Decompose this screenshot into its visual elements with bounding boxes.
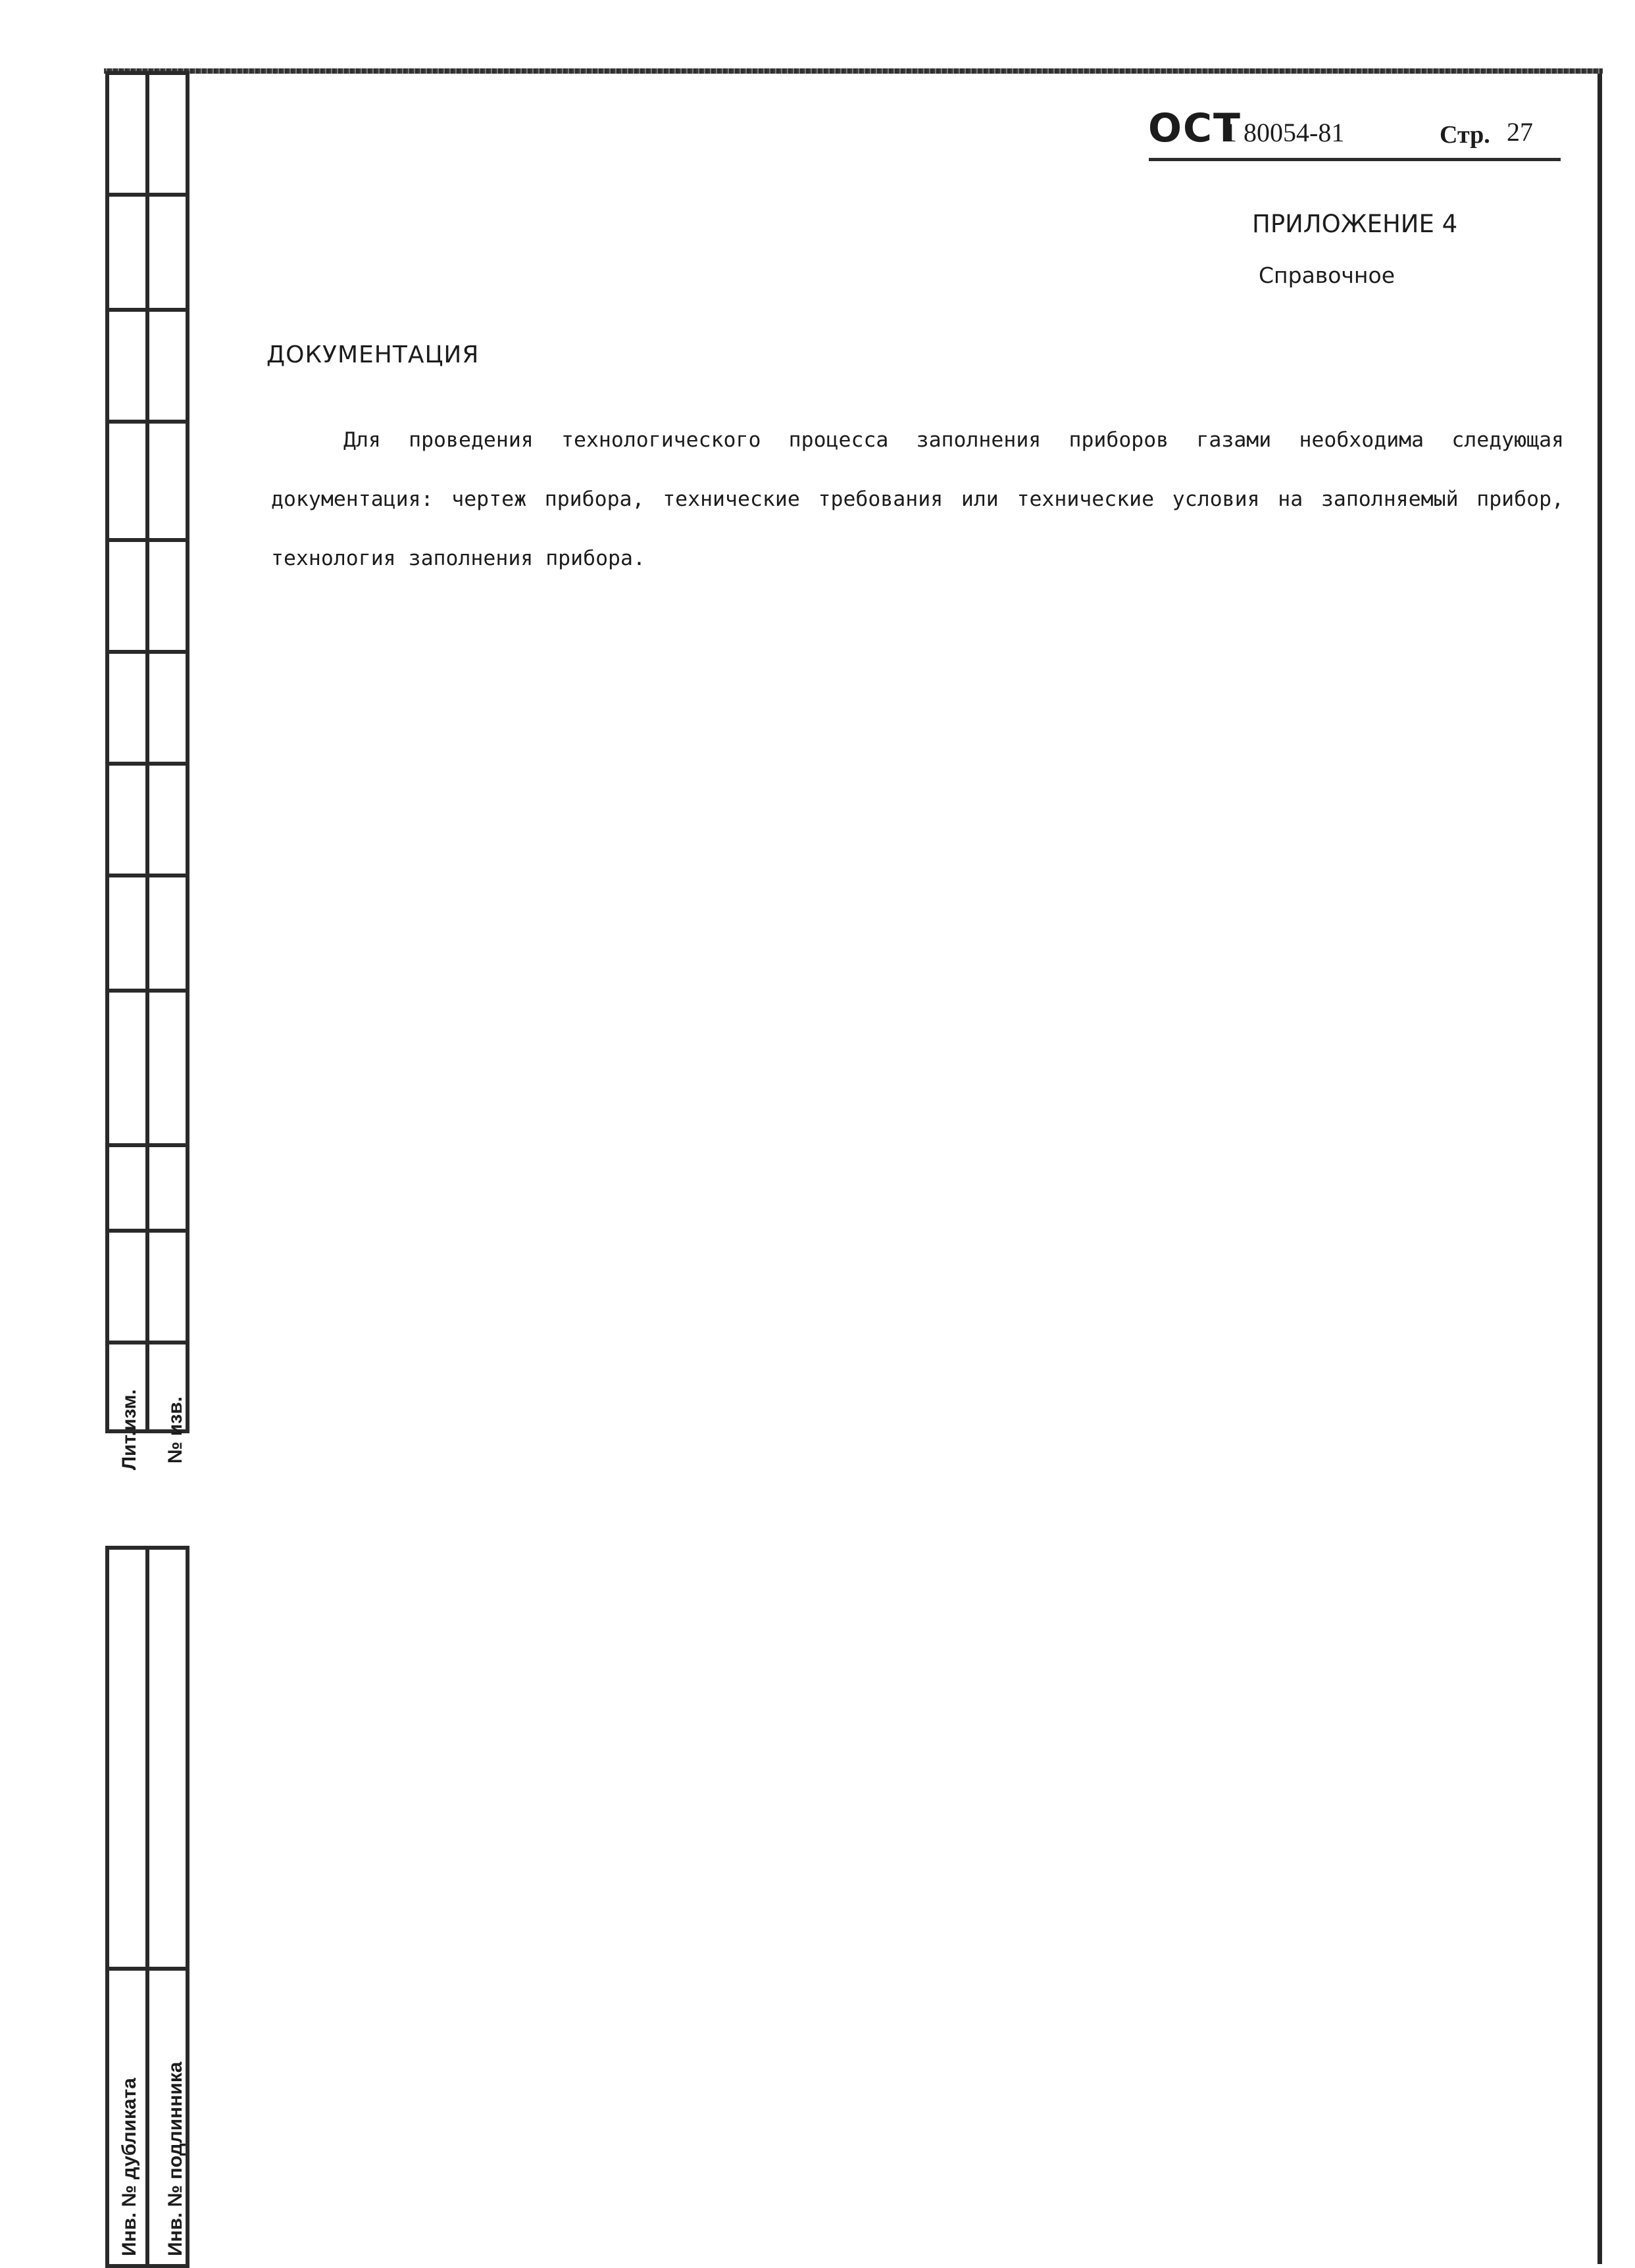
page-label: Стр. <box>1440 121 1490 149</box>
margin-stamp-upper <box>105 71 189 1433</box>
appendix-kind: Справочное <box>1259 262 1395 288</box>
appendix-title: ПРИЛОЖЕНИЕ 4 <box>1252 210 1458 238</box>
stamp-cell <box>147 310 188 422</box>
stamp-cell <box>107 1231 147 1343</box>
frame-right-border <box>1597 74 1602 2264</box>
stamp-cell <box>147 1548 188 1969</box>
stamp-cell <box>147 1231 188 1343</box>
stamp-cell <box>147 195 188 310</box>
stamp-label-original-inv: Инв. № подлинника <box>164 2061 186 2256</box>
stamp-cell <box>107 540 147 652</box>
stamp-cell <box>147 991 188 1145</box>
stamp-cell <box>147 540 188 652</box>
stamp-cell <box>107 73 147 195</box>
stamp-cell <box>107 1548 147 1969</box>
stamp-cell <box>147 1145 188 1231</box>
stamp-cell <box>147 652 188 764</box>
header-underline <box>1149 158 1561 161</box>
stamp-label-notice-number: № изв. <box>164 1396 186 1464</box>
stamp-cell <box>147 73 188 195</box>
stamp-cell <box>147 422 188 540</box>
page-number: 27 <box>1507 117 1533 147</box>
stamp-cell <box>107 875 147 991</box>
frame-top-border <box>104 68 1603 74</box>
section-title: ДОКУМЕНТАЦИЯ <box>266 341 480 368</box>
stamp-cell <box>147 875 188 991</box>
stamp-label-change-letter: Лит.изм. <box>118 1389 140 1470</box>
doc-number: 1 80054-81 <box>1224 118 1345 147</box>
stamp-cell <box>107 422 147 540</box>
stamp-cell <box>147 764 188 875</box>
doc-type: ОСТ <box>1148 105 1242 151</box>
stamp-cell <box>107 764 147 875</box>
stamp-cell <box>107 1145 147 1231</box>
stamp-cell <box>107 195 147 310</box>
stamp-cell <box>107 652 147 764</box>
stamp-cell <box>107 310 147 422</box>
stamp-cell <box>107 991 147 1145</box>
stamp-label-duplicate-inv: Инв. № дубликата <box>118 2077 140 2256</box>
body-paragraph: Для проведения технологического процесса заполнения приборов газами необходима следующая документация: чертеж прибора, технические требования или технические условия на заполняемый прибор, технология заполнения прибора. <box>271 428 1564 570</box>
